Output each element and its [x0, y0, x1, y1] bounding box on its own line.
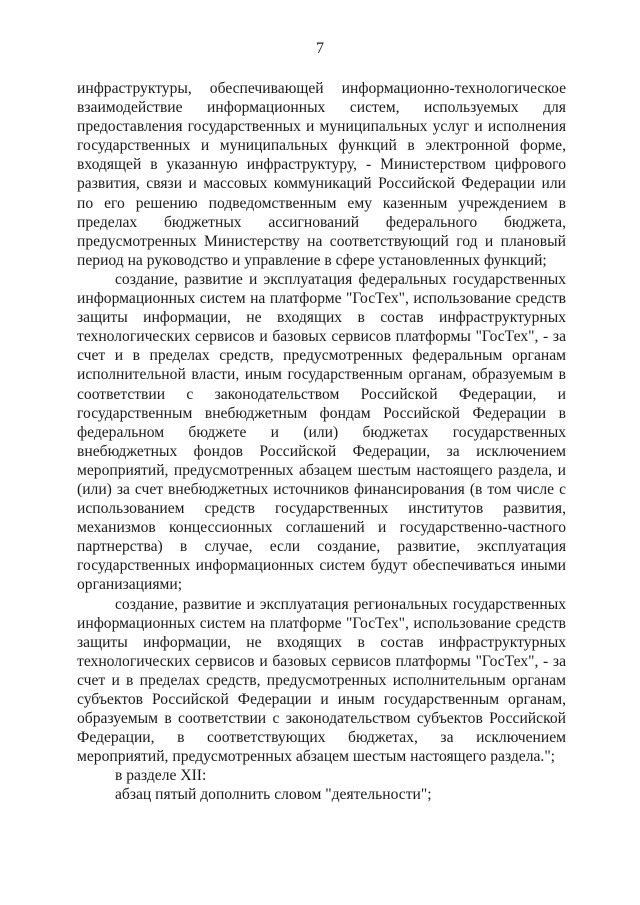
paragraph-5: абзац пятый дополнить словом "деятельности";: [115, 786, 432, 804]
page-number: 7: [316, 40, 324, 57]
paragraph-1: инфраструктуры, обеспечивающей информационно-технологическое взаимодействие информационных систем, используемых для предоставления государственных и муниципальных услуг и исполнения государственных и муниципальных функций в электронной форме, входящей в указанную инфраструктуру, - Министерством цифрового развития, связи и массовых коммуникаций Российской Федерации или по его решению подведомственным ему казенным учреждением в пределах бюджетных ассигнований федерального бюджета, предусмотренных Министерству на соответствующий год и плановый период на руководство и управление в сфере установленных функций;: [77, 80, 566, 269]
paragraph-3: создание, развитие и эксплуатация региональных государственных информационных систем на платформе "ГосТех", использование средств защиты информации, не входящих в состав инфраструктурных технологических сервисов и базовых сервисов платформы "ГосТех", - за счет и в пределах средств, предусмотренных исполнительным органам субъектов Российской Федерации и иным государственным органам, образуемым в соответствии с законодательством субъектов Российской Федерации, в соответствующих бюджетах, за исключением мероприятий, предусмотренных абзацем шестым настоящего раздела.";: [77, 595, 566, 766]
paragraph-2: создание, развитие и эксплуатация федеральных государственных информационных систем на платформе "ГосТех", использование средств защиты информации, не входящих в состав инфраструктурных технологических сервисов и базовых сервисов платформы "ГосТех", - за счет и в пределах средств, предусмотренных федеральным органам исполнительной власти, иным государственным органам, образуемым в соответствии с законодательством Российской Федерации, и государственным внебюджетным фондам Российской Федерации в федеральном бюджете и (или) бюджетах государственных внебюджетных фондов Российской Федерации, за исключением мероприятий, предусмотренных абзацем шестым настоящего раздела, и (или) за счет внебюджетных источников финансирования (в том числе с использованием средств государственных институтов развития, механизмов концессионных соглашений и государственно-частного партнерства) в случае, если создание, развитие, эксплуатация государственных информационных систем будут обеспечиваться иными организациями;: [77, 270, 566, 594]
paragraph-4: в разделе XII:: [115, 767, 207, 785]
document-body: [77, 79, 566, 805]
